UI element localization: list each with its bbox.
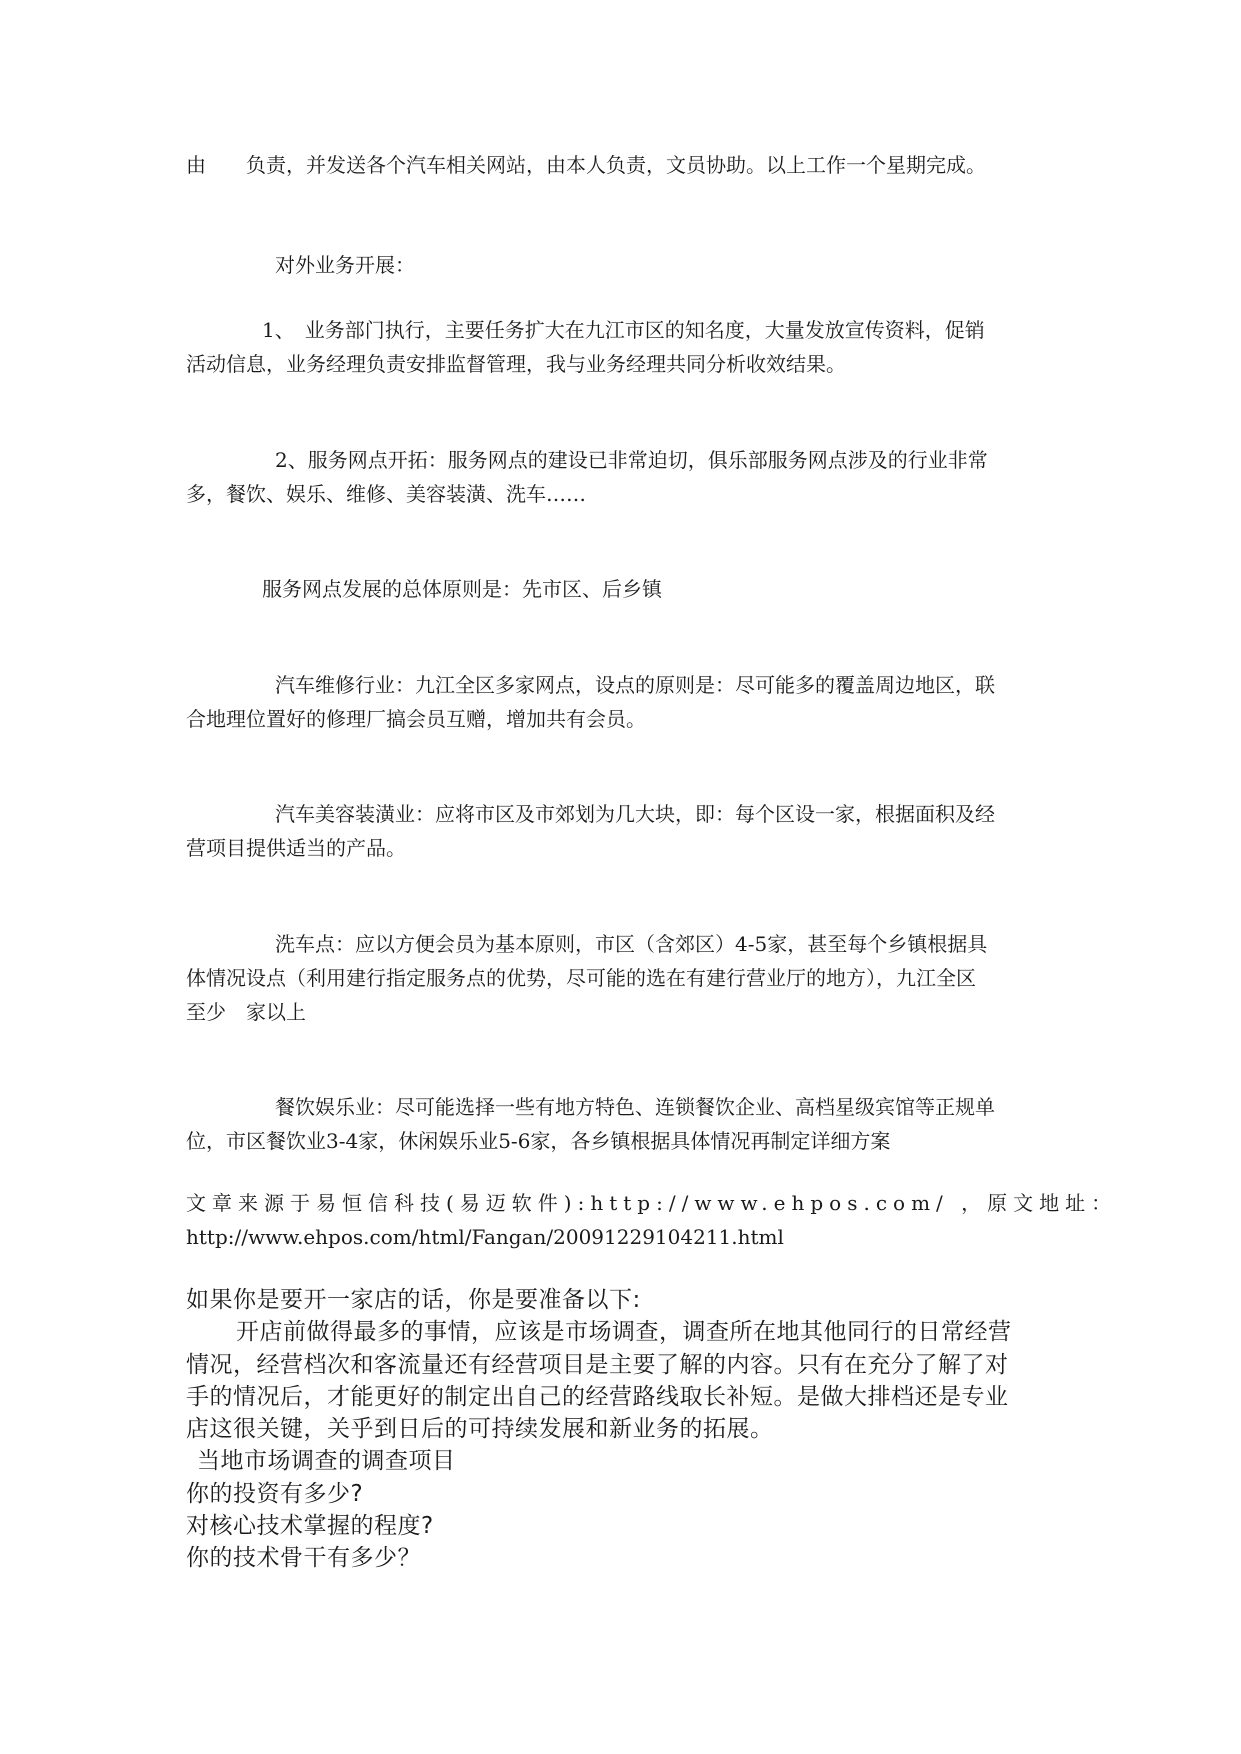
text-line-shop-para-1: 开店前做得最多的事情，应该是市场调查，调查所在地其他同行的日常经营 xyxy=(236,1319,1012,1345)
text-line-survey-items: 当地市场调查的调查项目 xyxy=(197,1448,456,1474)
section-heading-external-business: 对外业务开展： xyxy=(275,253,415,277)
text-line-principle: 服务网点发展的总体原则是：先市区、后乡镇 xyxy=(262,577,662,601)
text-line-catering: 餐饮娱乐业：尽可能选择一些有地方特色、连锁餐饮企业、高档星级宾馆等正规单 xyxy=(275,1095,995,1119)
text-line-shop-para-4: 店这很关键，关乎到日后的可持续发展和新业务的拓展。 xyxy=(186,1416,774,1442)
text-line-catering-cont: 位，市区餐饮业3-4家，休闲娱乐业5-6家，各乡镇根据具体情况再制定详细方案 xyxy=(186,1129,891,1153)
text-line-shop-para-2: 情况，经营档次和客流量还有经营项目是主要了解的内容。只有在充分了解了对 xyxy=(186,1352,1009,1378)
text-line-beauty: 汽车美容装潢业：应将市区及市郊划为几大块，即：每个区设一家，根据面积及经 xyxy=(275,802,995,826)
text-line-repair: 汽车维修行业：九江全区多家网点，设点的原则是：尽可能多的覆盖周边地区，联 xyxy=(275,673,995,697)
text-line-question-investment: 你的投资有多少? xyxy=(186,1481,364,1507)
text-line-item-2-cont: 多，餐饮、娱乐、维修、美容装潢、洗车…… xyxy=(186,482,586,506)
text-line-carwash: 洗车点：应以方便会员为基本原则，市区（含郊区）4-5家，甚至每个乡镇根据具 xyxy=(275,932,988,956)
text-line-1: 由 负责，并发送各个汽车相关网站，由本人负责，文员协助。以上工作一个星期完成。 xyxy=(186,153,986,177)
text-line-item-2: 2、服务网点开拓：服务网点的建设已非常迫切，俱乐部服务网点涉及的行业非常 xyxy=(275,448,988,472)
source-url: http://www.ehpos.com/html/Fangan/20091229104211.html xyxy=(186,1225,784,1249)
text-line-item-1-cont: 活动信息，业务经理负责安排监督管理，我与业务经理共同分析收效结果。 xyxy=(186,352,846,376)
text-line-question-core-tech: 对核心技术掌握的程度? xyxy=(186,1513,434,1539)
text-line-carwash-cont-1: 体情况设点（利用建行指定服务点的优势，尽可能的选在有建行营业厅的地方），九江全区 xyxy=(186,966,976,990)
text-line-carwash-cont-2: 至少 家以上 xyxy=(186,1000,306,1024)
source-line: 文章来源于易恒信科技(易迈软件):http://www.ehpos.com/ ，原文地址： xyxy=(186,1191,1118,1215)
text-line-item-1: 1、 业务部门执行，主要任务扩大在九江市区的知名度，大量发放宣传资料，促销 xyxy=(262,318,985,342)
text-line-shop-para-3: 手的情况后，才能更好的制定出自己的经营路线取长补短。是做大排档还是专业 xyxy=(186,1384,1009,1410)
text-line-beauty-cont: 营项目提供适当的产品。 xyxy=(186,836,406,860)
text-line-repair-cont: 合地理位置好的修理厂搞会员互赠，增加共有会员。 xyxy=(186,707,646,731)
text-line-shop-intro: 如果你是要开一家店的话，你是要准备以下: xyxy=(186,1287,641,1313)
text-line-question-tech-staff: 你的技术骨干有多少？ xyxy=(186,1545,421,1571)
